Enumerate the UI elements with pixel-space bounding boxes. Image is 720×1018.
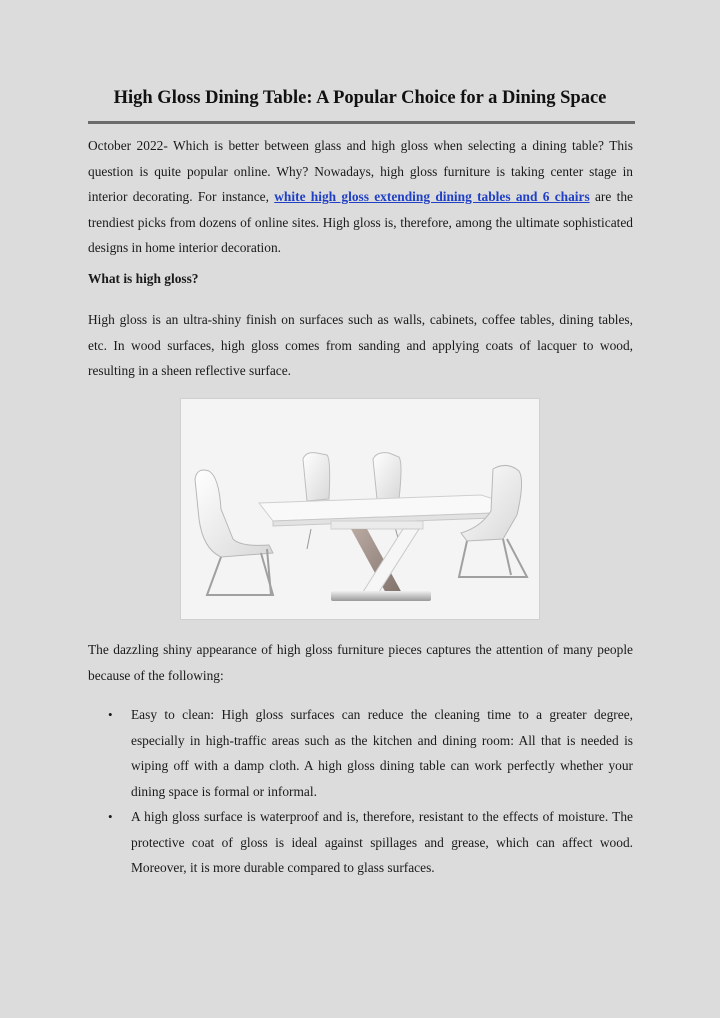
dining-set-illustration bbox=[181, 399, 539, 619]
intro-paragraph bbox=[88, 133, 633, 261]
intro-text-after: are the trendiest picks from dozens of online sites. High gloss is, therefore, among the ultimate sophisticated designs in home interior decoration. bbox=[88, 189, 633, 255]
benefits-intro-paragraph: The dazzling shiny appearance of high gloss furniture pieces captures the attention of many people because of the following: bbox=[88, 642, 633, 683]
section-heading: What is high gloss? bbox=[88, 271, 199, 286]
intro-text-before: October 2022- Which is better between glass and high gloss when selecting a dining table? This question is quite popular online. Why? Nowadays, high gloss furniture is taking center stage in interior decorating. For instance, bbox=[88, 138, 633, 204]
benefits-list bbox=[88, 702, 633, 881]
definition-paragraph: High gloss is an ultra-shiny finish on surfaces such as walls, cabinets, coffee tables, dining tables, etc. In wood surfaces, high gloss comes from sanding and applying coats of lacquer to wood, resulting in a sheen reflective surface. bbox=[88, 312, 633, 378]
bullet-icon: • bbox=[108, 707, 113, 722]
list-item-text: A high gloss surface is waterproof and is, therefore, resistant to the effects of moisture. The protective coat of gloss is ideal against spillages and grease, which can affect wood. Moreover, it is more durable compared to glass surfaces. bbox=[131, 809, 633, 875]
dining-set-photo bbox=[180, 398, 540, 620]
list-item bbox=[88, 702, 633, 804]
dining-tables-link[interactable]: white high gloss extending dining tables and 6 chairs bbox=[274, 189, 590, 204]
bullet-icon: • bbox=[108, 809, 113, 824]
title-divider bbox=[88, 121, 635, 124]
list-item bbox=[88, 804, 633, 881]
page-title: High Gloss Dining Table: A Popular Choice for a Dining Space bbox=[113, 88, 607, 108]
list-item-text: Easy to clean: High gloss surfaces can reduce the cleaning time to a greater degree, especially in high-traffic areas such as the kitchen and dining room: All that is needed is wiping off with a damp cloth. A high gloss dining table can work perfectly whether your dining space is formal or informal. bbox=[131, 707, 633, 799]
